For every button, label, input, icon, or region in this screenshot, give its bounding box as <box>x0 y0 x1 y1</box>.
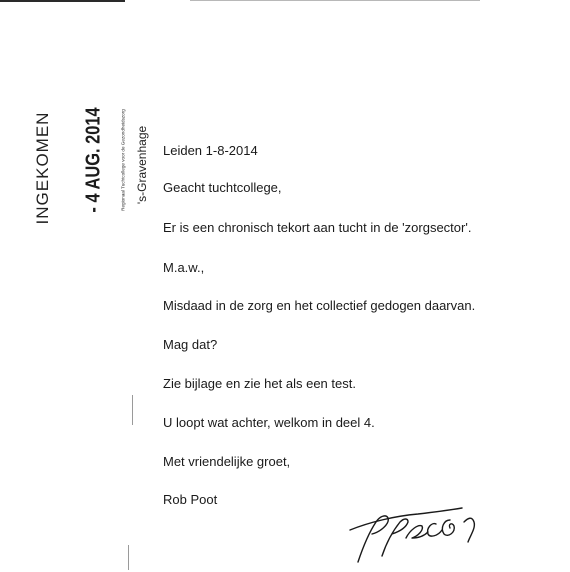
letter-sender-name: Rob Poot <box>163 492 218 507</box>
top-rule <box>0 0 125 2</box>
letter-closing: Met vriendelijke groet, <box>163 454 291 469</box>
top-rule-faint <box>190 0 480 1</box>
letter-line: Misdaad in de zorg en het collectief gedogen daarvan. <box>163 298 476 313</box>
letter-line: Mag dat? <box>163 337 218 352</box>
letter-place-date: Leiden 1-8-2014 <box>163 143 258 158</box>
scan-mark <box>132 395 133 425</box>
letter-salutation: Geacht tuchtcollege, <box>163 180 282 195</box>
letter-line: Zie bijlage en zie het als een test. <box>163 376 356 391</box>
letter-line: Er is een chronisch tekort aan tucht in de 'zorgsector'. <box>163 220 472 235</box>
scan-mark <box>128 545 129 570</box>
stamp-date: - 4 AUG. 2014 <box>82 107 105 213</box>
stamp-organization: Regionaal Tuchtcollege voor de Gezondheidszorg <box>120 109 126 211</box>
stamp-city: 's-Gravenhage <box>135 125 149 205</box>
letter-line: M.a.w., <box>163 260 205 275</box>
letter-line: U loopt wat achter, welkom in deel 4. <box>163 415 375 430</box>
signature-image <box>340 492 510 567</box>
stamp-received-label: INGEKOMEN <box>33 111 52 225</box>
